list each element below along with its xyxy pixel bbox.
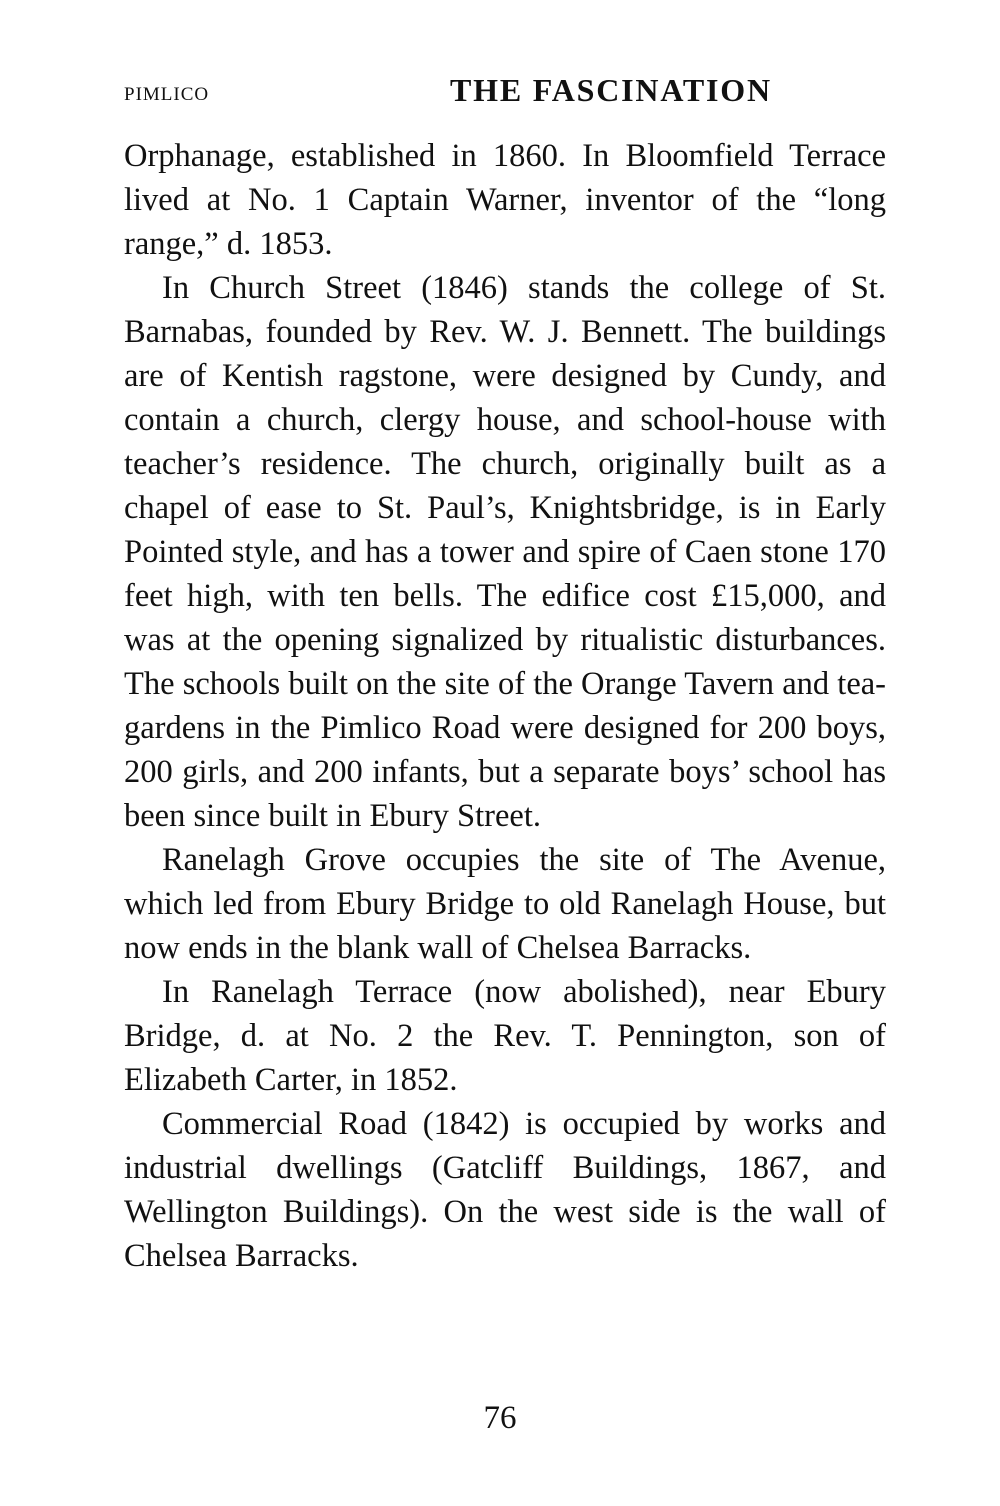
paragraph-ranelagh-terrace: In Ranelagh Terrace (now abolished), near Ebury Bridge, d. at No. 2 the Rev. T. Pennington, son of Elizabeth Carter, in 1852. <box>124 974 886 1098</box>
running-head <box>124 72 886 122</box>
book-title: THE FASCINATION <box>450 72 772 108</box>
paragraph-commercial-road: Commercial Road (1842) is occupied by works and industrial dwellings (Gatcliff Buildings, 1867, and Wellington Buildings). On the west side is the wall of Chelsea Barracks. <box>124 1106 886 1274</box>
section-label: PIMLICO <box>124 84 210 105</box>
paragraph-continued: Orphanage, established in 1860. In Bloomfield Terrace lived at No. 1 Captain Warner, inventor of the “long range,” d. 1853. <box>124 138 886 262</box>
paragraph-ranelagh-grove: Ranelagh Grove occupies the site of The Avenue, which led from Ebury Bridge to old Ranelagh House, but now ends in the blank wall of Chelsea Barracks. <box>124 842 886 966</box>
page-number: 76 <box>483 1400 517 1436</box>
paragraph-church-street: In Church Street (1846) stands the college of St. Barnabas, founded by Rev. W. J. Bennett. The buildings are of Kentish ragstone, were designed by Cundy, and contain a church, clergy house, and school-house with teacher’s residence. The church, originally built as a chapel of ease to St. Paul’s, Knightsbridge, is in Early Pointed style, and has a tower and spire of Caen stone 170 feet high, with ten bells. The edifice cost £15,000, and was at the opening signalized by ritualistic disturbances. The schools built on the site of the Orange Tavern and tea-gardens in the Pimlico Road were designed for 200 boys, 200 girls, and 200 infants, but a separate boys’ school has been since built in Ebury Street. <box>124 270 886 834</box>
body-text <box>124 134 886 1278</box>
